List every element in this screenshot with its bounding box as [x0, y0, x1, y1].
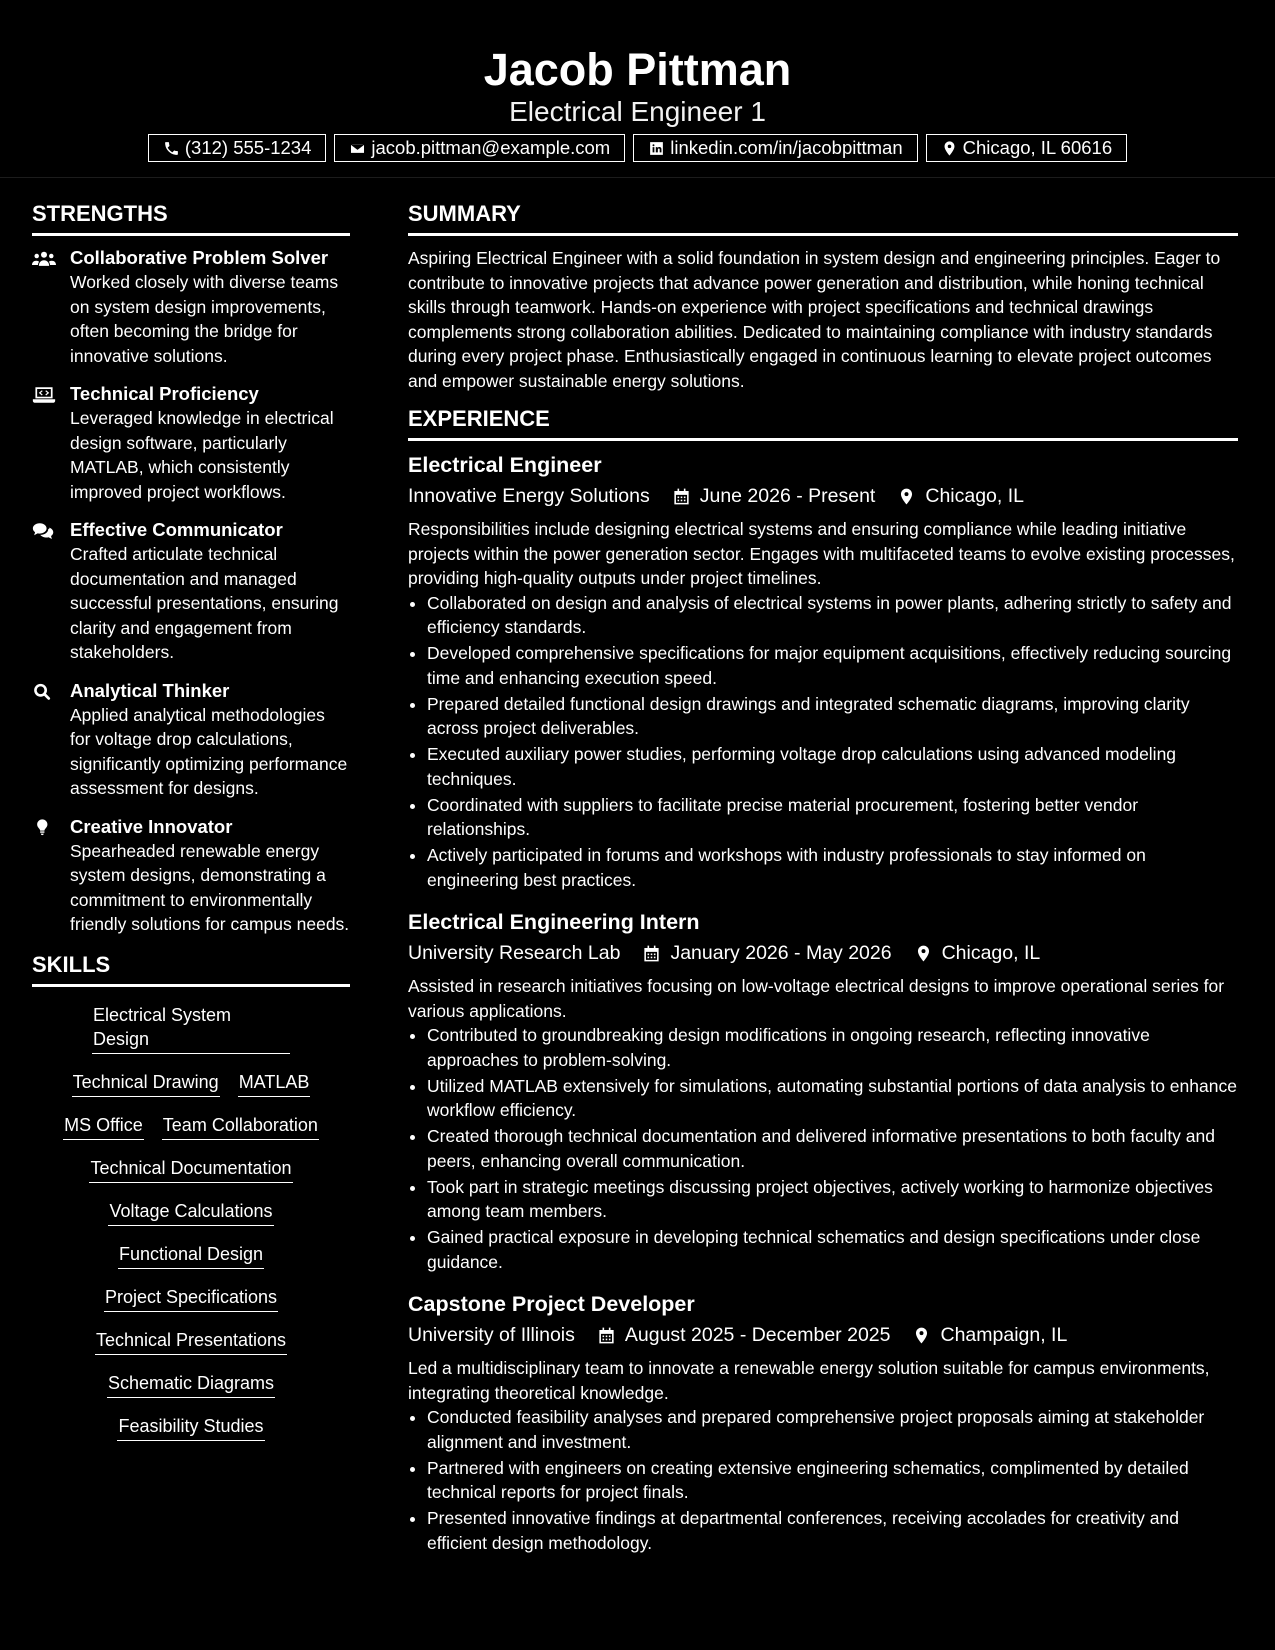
strength-title: Creative Innovator: [70, 815, 233, 837]
skill-tag: Technical Documentation: [89, 1156, 292, 1183]
calendar-icon: [597, 1326, 616, 1345]
strength-item: [32, 518, 350, 665]
position-title: Electrical Engineer: [408, 453, 602, 477]
job-description: Led a multidisciplinary team to innovate a renewable energy solution suitable for campus environments, integrating theoretical knowledge.: [408, 1358, 1210, 1403]
experience-heading: EXPERIENCE: [408, 405, 1238, 441]
achievement-item: • Prepared detailed functional design drawings and integrated schematic diagrams, improving clarity across project deliverables.: [427, 692, 1238, 741]
achievement-item: • Partnered with engineers on creating extensive engineering schematics, complimented by detailed technical reports for project finals.: [427, 1456, 1238, 1505]
strength-title: Analytical Thinker: [70, 679, 230, 701]
strength-title: Technical Proficiency: [70, 383, 259, 404]
strength-description: Spearheaded renewable energy system designs, demonstrating a commitment to environmentally friendly solutions for campus needs.: [70, 840, 350, 934]
strengths-heading: STRENGTHS: [32, 200, 350, 236]
lightbulb-icon: [32, 818, 56, 838]
employment-dates: August 2025 - December 2025: [624, 1324, 891, 1346]
job-location: Chicago, IL: [925, 485, 1025, 507]
experience-entry: [408, 451, 1238, 892]
skill-tag: Feasibility Studies: [117, 1414, 264, 1441]
employment-dates: January 2026 - May 2026: [670, 942, 892, 964]
achievement-item: • Contributed to groundbreaking design modifications in ongoing research, reflecting innovative approaches to problem-solving.: [427, 1023, 1238, 1072]
achievement-list: [408, 1405, 1238, 1555]
skills-list: [32, 997, 350, 1441]
linkedin-text: linkedin.com/in/jacobpittman: [670, 137, 903, 158]
laptop-code-icon: [32, 385, 56, 405]
calendar-icon: [642, 944, 661, 963]
achievement-item: • Coordinated with suppliers to facilitate precise material procurement, fostering better vendor relationships.: [427, 793, 1238, 842]
summary-heading: SUMMARY: [408, 200, 1238, 236]
contact-linkedin[interactable]: [633, 134, 917, 162]
location-pin-icon: [941, 140, 958, 157]
employment-dates: June 2026 - Present: [699, 485, 876, 507]
company-name: University Research Lab: [408, 942, 621, 964]
users-icon: [32, 249, 56, 269]
job-description: Responsibilities include designing electrical systems and ensuring compliance while leading initiative projects within the power generation sector. Engages with multifaceted teams to evolve existing processes, providing high-quality outputs under project timelines.: [408, 519, 1235, 588]
strength-description: Leveraged knowledge in electrical design software, particularly MATLAB, which consistently improved project workflows.: [70, 408, 334, 502]
company-name: Innovative Energy Solutions: [408, 485, 650, 507]
job-location: Champaign, IL: [940, 1324, 1068, 1346]
achievement-item: • Utilized MATLAB extensively for simulations, automating substantial portions of data analysis to enhance workflow efficiency.: [427, 1074, 1238, 1123]
job-description: Assisted in research initiatives focusing on low-voltage electrical designs to improve operational series for various applications.: [408, 976, 1225, 1021]
achievement-item: • Developed comprehensive specifications for major equipment acquisitions, effectively reducing sourcing time and enhancing execution speed.: [427, 641, 1238, 690]
job-title: Electrical Engineer 1: [509, 96, 766, 127]
company-name: University of Illinois: [408, 1324, 575, 1346]
achievement-item: • Actively participated in forums and workshops with industry professionals to stay informed on engineering best practices.: [427, 843, 1238, 892]
achievement-item: • Collaborated on design and analysis of electrical systems in power plants, adhering strictly to safety and efficiency standards.: [427, 591, 1238, 640]
achievement-item: • Executed auxiliary power studies, performing voltage drop calculations using advanced modeling techniques.: [427, 742, 1238, 791]
contact-location: [926, 134, 1127, 162]
skill-tag: Functional Design: [118, 1242, 264, 1269]
skill-tag: Voltage Calculations: [108, 1199, 273, 1226]
strength-title: Effective Communicator: [70, 519, 283, 540]
strength-description: Applied analytical methodologies for voltage drop calculations, significantly optimizing performance assessment for designs.: [70, 704, 348, 798]
skill-tag: MS Office: [63, 1113, 144, 1140]
strength-description: Crafted articulate technical documentation and managed successful presentations, ensuring clarity and engagement from stakeholders.: [70, 544, 339, 662]
location-text: Chicago, IL 60616: [962, 137, 1113, 158]
experience-entry: [408, 1290, 1238, 1555]
skill-tag: Technical Presentations: [95, 1328, 287, 1355]
skill-tag: Technical Drawing: [72, 1070, 220, 1097]
summary-text: Aspiring Electrical Engineer with a solid foundation in system design and engineering principles. Eager to contribute to innovative projects that advance power generation and distribution, while honing technical skills through teamwork. Hands-on experience with project specifications and technical drawings complements strong collaboration abilities. Dedicated to maintaining compliance with industry standards during every project phase. Enthusiastically engaged in continuous learning to elevate project outcomes and empower sustainable energy solutions.: [408, 248, 1221, 391]
calendar-icon: [672, 487, 691, 506]
skill-tag: Schematic Diagrams: [107, 1371, 275, 1398]
location-pin-icon: [914, 944, 933, 963]
achievement-item: • Gained practical exposure in developing technical schematics and design specifications under close guidance.: [427, 1225, 1238, 1274]
search-icon: [32, 682, 56, 702]
achievement-list: [408, 1023, 1238, 1274]
strength-title: Collaborative Problem Solver: [70, 247, 329, 268]
achievement-item: • Presented innovative findings at departmental conferences, receiving accolades for creativity and efficient design methodology.: [427, 1506, 1238, 1555]
job-meta: [408, 938, 1238, 968]
envelope-icon: [349, 140, 366, 157]
linkedin-icon: [648, 140, 665, 157]
contact-bar: [0, 134, 1275, 162]
skill-tag: Project Specifications: [104, 1285, 278, 1312]
job-meta: [408, 481, 1238, 511]
contact-phone[interactable]: [148, 134, 327, 162]
right-column: [408, 200, 1238, 1571]
strength-item: [32, 815, 350, 937]
phone-text: (312) 555-1234: [184, 137, 312, 158]
left-column: [32, 200, 350, 1571]
job-location: Chicago, IL: [941, 942, 1041, 964]
location-pin-icon: [912, 1326, 931, 1345]
candidate-name: Jacob Pittman: [483, 44, 792, 95]
achievement-item: • Took part in strategic meetings discussing project objectives, actively working to harmonize objectives among team members.: [427, 1175, 1238, 1224]
skill-tag: Team Collaboration: [162, 1113, 319, 1140]
strength-item: [32, 679, 350, 801]
comments-icon: [32, 521, 56, 541]
resume-header: [0, 0, 1275, 178]
achievement-item: • Created thorough technical documentation and delivered informative presentations to both faculty and peers, enhancing overall communication.: [427, 1124, 1238, 1173]
strength-item: [32, 382, 350, 504]
contact-email[interactable]: [334, 134, 625, 162]
skill-tag: Electrical System Design: [92, 1003, 290, 1054]
achievement-list: [408, 591, 1238, 893]
achievement-item: • Conducted feasibility analyses and prepared comprehensive project proposals aiming at stakeholder alignment and investment.: [427, 1405, 1238, 1454]
position-title: Capstone Project Developer: [408, 1292, 695, 1316]
strength-description: Worked closely with diverse teams on system design improvements, often becoming the bridge for innovative solutions.: [70, 272, 339, 366]
position-title: Electrical Engineering Intern: [408, 910, 700, 934]
skill-tag: MATLAB: [238, 1070, 311, 1097]
job-meta: [408, 1320, 1238, 1350]
phone-icon: [163, 140, 180, 157]
experience-entry: [408, 908, 1238, 1274]
strength-item: [32, 246, 350, 368]
location-pin-icon: [897, 487, 916, 506]
skills-heading: SKILLS: [32, 951, 350, 987]
email-text: jacob.pittman@example.com: [371, 137, 611, 158]
